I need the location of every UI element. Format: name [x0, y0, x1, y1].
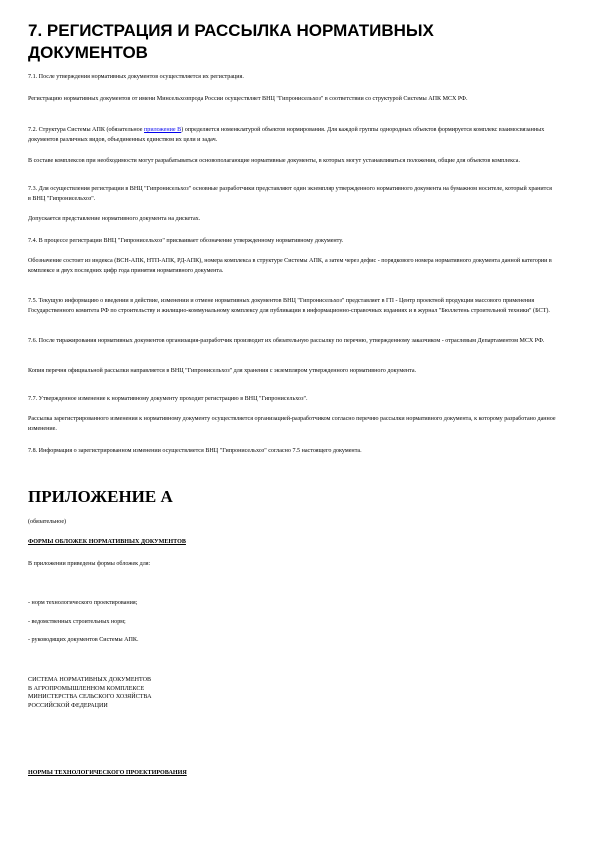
paragraph-complexes: В составе комплексов при необходимости могут разрабатываться основополагающие нормативные документы, в которых могут устанавливаться положения, общие для объектов комплекса.	[28, 158, 520, 164]
paragraph-change-distribution: Рассылка зарегистрированного изменения к нормативному документу осуществляется организацией-разработчиком согласно перечню рассылки нормативного документа, к которому разработано данное изменение.	[28, 416, 556, 432]
paragraph-mailing-list: Копия перечня официальной рассылки направляется в ВНЦ "Гипронисельхоз" для хранения с экземпляром утвержденного нормативного документа.	[28, 368, 417, 374]
appendix-intro: В приложении приведены формы обложек для:	[28, 561, 151, 567]
list-item: - руководящих документов Системы АПК.	[28, 637, 139, 643]
paragraph-7-2	[28, 125, 556, 145]
paragraph-designation: Обозначение состоит из индекса (ВСН-АПК, НТП-АПК, РД-АПК), номера комплекса в структуре Системы АПК, а затем через дефис - порядкового номера нормативного документа данной категории в комплексе и двух последних цифр года принятия нормативного документа.	[28, 258, 552, 274]
cover-header-line: СИСТЕМА НОРМАТИВНЫХ ДОКУМЕНТОВ	[28, 677, 152, 683]
section-7-title: 7. РЕГИСТРАЦИЯ И РАССЫЛКА НОРМАТИВНЫХ ДОКУМЕНТОВ	[28, 21, 434, 62]
paragraph-7-7: 7.7. Утвержденное изменение к нормативному документу проходит регистрацию в ВНЦ "Гипронисельхоз".	[28, 396, 308, 402]
paragraph-7-4: 7.4. В процессе регистрации ВНЦ "Гипронисельхоз" присваивает обозначение утвержденному нормативному документу.	[28, 238, 344, 244]
paragraph-7-2-end: ) определяется номенклатурой объектов нормирования. Для каждой группы однородных объектов формируется комплекс взаимосвязанных документов различных видов, объединенных единством их цели и задач.	[28, 127, 545, 143]
paragraph-7-6: 7.6. После тиражирования нормативных документов организация-разработчик производит их обязательную рассылку по перечню, утвержденному заказчиком - отраслевым Департаментом МСХ РФ.	[28, 338, 545, 344]
appendix-v-link[interactable]: приложение В	[144, 127, 182, 133]
list-item: - норм технологического проектирования;	[28, 600, 138, 606]
appendix-subtitle: ФОРМЫ ОБЛОЖЕК НОРМАТИВНЫХ ДОКУМЕНТОВ	[28, 539, 186, 545]
paragraph-7-1: 7.1. После утверждения нормативных документов осуществляется их регистрация.	[28, 74, 244, 80]
cover-header-line: РОССИЙСКОЙ ФЕДЕРАЦИИ	[28, 702, 108, 709]
cover-heading-tech-design: НОРМЫ ТЕХНОЛОГИЧЕСКОГО ПРОЕКТИРОВАНИЯ	[28, 770, 187, 776]
appendix-a-title: ПРИЛОЖЕНИЕ А	[28, 487, 173, 506]
paragraph-7-3: 7.3. Для осуществления регистрации в ВНЦ "Гипронисельхоз" основные разработчики представляют один экземпляр утвержденного нормативного документа на бумажном носителе, который хранится в ВНЦ "Гипронисельхоз".	[28, 186, 552, 202]
cover-header-line: МИНИСТЕРСТВА СЕЛЬСКОГО ХОЗЯЙСТВА	[28, 694, 152, 700]
paragraph-registration: Регистрацию нормативных документов от имени Минсельхозпрода России осуществляет ВНЦ "Гипронисельхоз" в соответствии со структурой Системы АПК МСХ РФ.	[28, 96, 468, 102]
paragraph-7-5: 7.5. Текущую информацию о введении в действие, изменении и отмене нормативных документов ВНЦ "Гипронисельхоз" представляет в ГП - Центр проектной продукции массового применения Государственного комитета РФ по строительству и жилищно-коммунальному комплексу для публикации в информационно-справочных изданиях и в журнал "Бюллетень строительной техники" (БСТ).	[28, 298, 550, 314]
list-item: - ведомственных строительных норм;	[28, 619, 126, 625]
appendix-status: (обязательное)	[28, 519, 67, 525]
cover-header-block	[28, 676, 152, 710]
paragraph-7-8: 7.8. Информация о зарегистрированном изменении осуществляется ВНЦ "Гипронисельхоз" согласно 7.5 настоящего документа.	[28, 448, 362, 454]
paragraph-diskettes: Допускается представление нормативного документа на дискетах.	[28, 216, 201, 222]
paragraph-7-2-start: 7.2. Структура Системы АПК (обязательное	[28, 127, 145, 133]
cover-header-line: В АГРОПРОМЫШЛЕННОМ КОМПЛЕКСЕ	[28, 685, 145, 692]
